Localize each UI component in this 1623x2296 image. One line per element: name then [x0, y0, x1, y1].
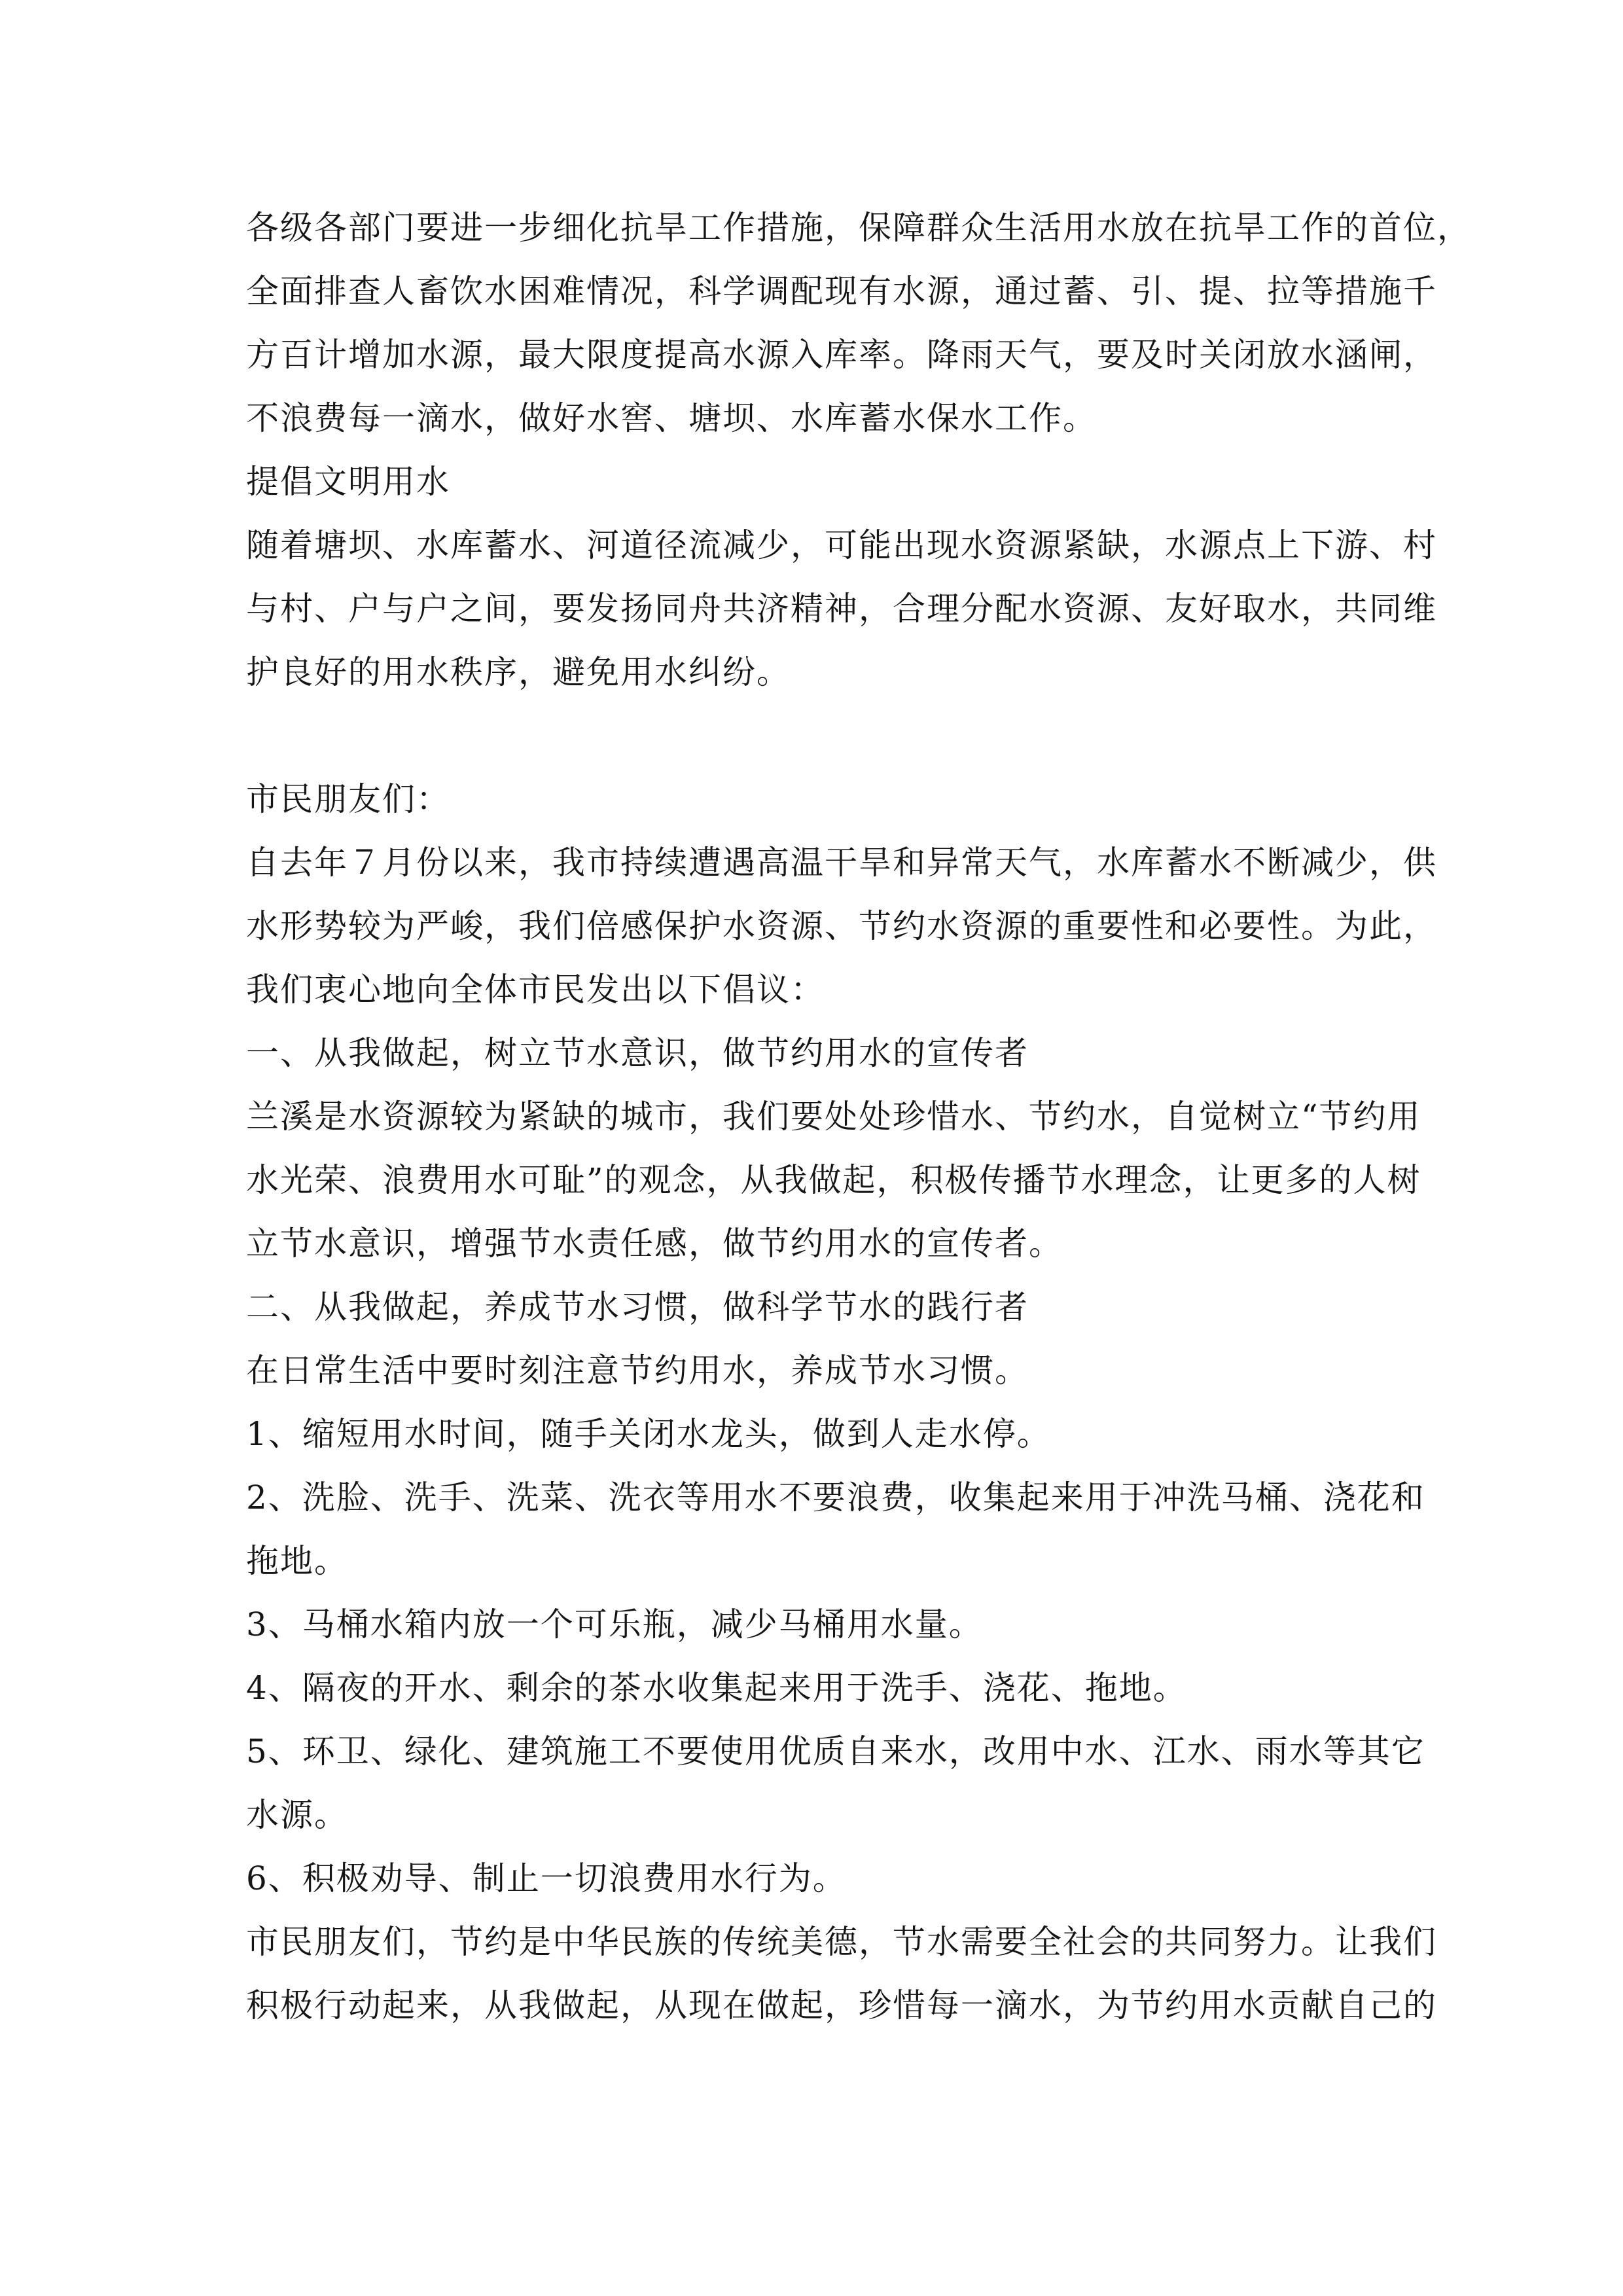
- paragraph-line: 水光荣、浪费用水可耻”的观念，从我做起，积极传播节水理念，让更多的人树: [246, 1161, 1421, 1199]
- salutation: 市民朋友们：: [246, 780, 450, 818]
- paragraph-line: 在日常生活中要时刻注意节约用水，养成节水习惯。: [246, 1352, 1029, 1390]
- list-item-continuation: 水源。: [246, 1796, 348, 1834]
- paragraph-line: 兰溪是水资源较为紧缺的城市，我们要处处珍惜水、节约水，自觉树立“节约用: [246, 1098, 1421, 1136]
- paragraph-line: 随着塘坝、水库蓄水、河道径流减少，可能出现水资源紧缺，水源点上下游、村: [246, 526, 1437, 564]
- paragraph-line: 市民朋友们，节约是中华民族的传统美德，节水需要全社会的共同努力。让我们: [246, 1923, 1437, 1961]
- paragraph-line: 立节水意识，增强节水责任感，做节约用水的宣传者。: [246, 1225, 1063, 1263]
- paragraph-line: 各级各部门要进一步细化抗旱工作措施，保障群众生活用水放在抗旱工作的首位，: [246, 209, 1471, 247]
- list-item: 5、环卫、绿化、建筑施工不要使用优质自来水，改用中水、江水、雨水等其它: [246, 1732, 1425, 1770]
- list-item-continuation: 拖地。: [246, 1542, 348, 1580]
- paragraph-line: 全面排查人畜饮水困难情况，科学调配现有水源，通过蓄、引、提、拉等措施千: [246, 272, 1437, 310]
- paragraph-line: 水形势较为严峻，我们倍感保护水资源、节约水资源的重要性和必要性。为此，: [246, 907, 1437, 945]
- document-body: [246, 196, 1471, 2037]
- list-item: 2、洗脸、洗手、洗菜、洗衣等用水不要浪费，收集起来用于冲洗马桶、浇花和: [246, 1479, 1425, 1516]
- paragraph-line: 方百计增加水源，最大限度提高水源入库率。降雨天气，要及时关闭放水涵闸，: [246, 336, 1437, 374]
- paragraph-line: 积极行动起来，从我做起，从现在做起，珍惜每一滴水，为节约用水贡献自己的: [246, 1986, 1437, 2024]
- paragraph-line: 护良好的用水秩序，避免用水纠纷。: [246, 653, 791, 691]
- paragraph-line: 不浪费每一滴水，做好水窖、塘坝、水库蓄水保水工作。: [246, 399, 1097, 437]
- paragraph-line: 自去年７月份以来，我市持续遭遇高温干旱和异常天气，水库蓄水不断减少，供: [246, 844, 1437, 882]
- list-item: 3、马桶水箱内放一个可乐瓶，减少马桶用水量。: [246, 1605, 983, 1643]
- section-heading: 二、从我做起，养成节水习惯，做科学节水的践行者: [246, 1288, 1029, 1326]
- section-heading: 一、从我做起，树立节水意识，做节约用水的宣传者: [246, 1034, 1029, 1072]
- paragraph-line: 与村、户与户之间，要发扬同舟共济精神，合理分配水资源、友好取水，共同维: [246, 590, 1437, 628]
- list-item: 4、隔夜的开水、剩余的茶水收集起来用于洗手、浇花、拖地。: [246, 1669, 1187, 1707]
- list-item: 1、缩短用水时间，随手关闭水龙头，做到人走水停。: [246, 1415, 1051, 1453]
- section-heading: 提倡文明用水: [246, 463, 450, 501]
- list-item: 6、积极劝导、制止一切浪费用水行为。: [246, 1859, 847, 1897]
- blank-line: [246, 704, 1424, 768]
- paragraph-line: 我们衷心地向全体市民发出以下倡议：: [246, 971, 825, 1009]
